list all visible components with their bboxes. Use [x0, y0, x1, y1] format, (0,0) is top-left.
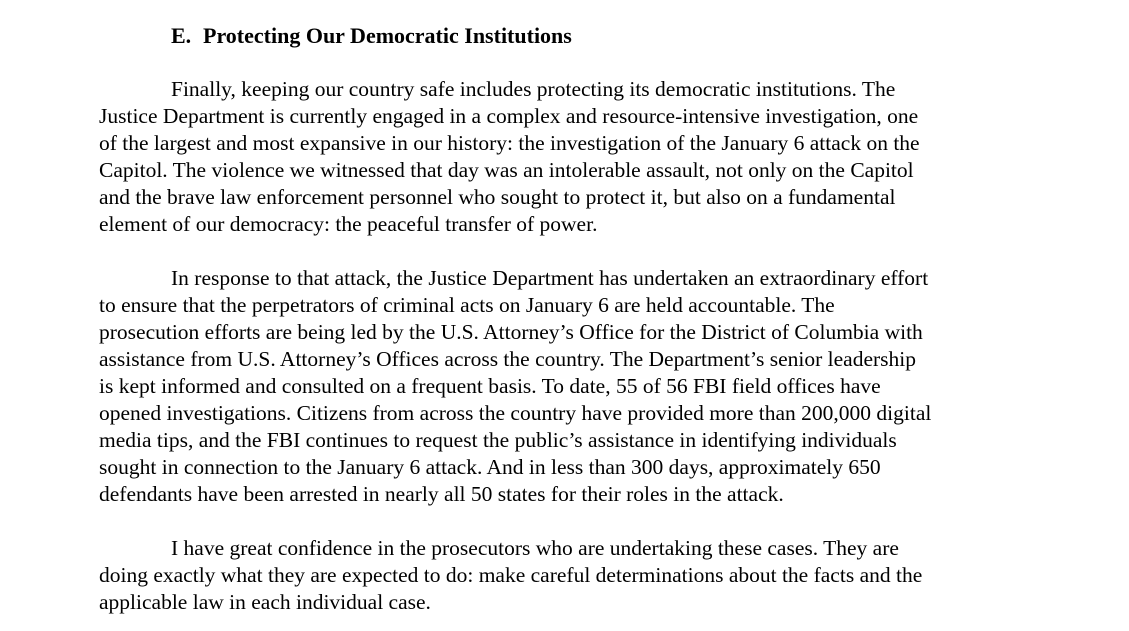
paragraph-line: media tips, and the FBI continues to request the public’s assistance in identifying individuals	[99, 428, 897, 452]
paragraph-line: is kept informed and consulted on a frequent basis. To date, 55 of 56 FBI field offices have	[99, 374, 881, 398]
paragraph-line: to ensure that the perpetrators of criminal acts on January 6 are held accountable. The	[99, 293, 835, 317]
paragraph-line: prosecution efforts are being led by the U.S. Attorney’s Office for the District of Columbia with	[99, 320, 923, 344]
paragraph-2	[99, 265, 931, 508]
paragraph-line: Capitol. The violence we witnessed that day was an intolerable assault, not only on the Capitol	[99, 158, 914, 182]
section-letter: E.	[171, 23, 192, 48]
paragraph-line: element of our democracy: the peaceful transfer of power.	[99, 212, 598, 236]
paragraph-line: applicable law in each individual case.	[99, 590, 431, 614]
paragraph-line: of the largest and most expansive in our history: the investigation of the January 6 attack on the	[99, 131, 920, 155]
paragraph-line: doing exactly what they are expected to do: make careful determinations about the facts and the	[99, 563, 923, 587]
paragraph-line: opened investigations. Citizens from across the country have provided more than 200,000 digital	[99, 401, 932, 425]
paragraph-line: In response to that attack, the Justice Department has undertaken an extraordinary effort	[171, 266, 929, 290]
paragraph-3	[99, 535, 922, 616]
paragraph-line: and the brave law enforcement personnel who sought to protect it, but also on a fundamental	[99, 185, 896, 209]
paragraph-line: I have great confidence in the prosecutors who are undertaking these cases. They are	[171, 536, 899, 560]
paragraph-line: defendants have been arrested in nearly all 50 states for their roles in the attack.	[99, 482, 784, 506]
paragraph-line: assistance from U.S. Attorney’s Offices across the country. The Department’s senior leadership	[99, 347, 916, 371]
paragraph-1	[99, 76, 920, 238]
paragraph-line: Justice Department is currently engaged in a complex and resource-intensive investigation, one	[99, 104, 919, 128]
section-heading	[171, 21, 572, 51]
paragraph-line: Finally, keeping our country safe includes protecting its democratic institutions. The	[171, 77, 896, 101]
paragraph-line: sought in connection to the January 6 attack. And in less than 300 days, approximately 650	[99, 455, 881, 479]
section-title: Protecting Our Democratic Institutions	[203, 23, 572, 48]
